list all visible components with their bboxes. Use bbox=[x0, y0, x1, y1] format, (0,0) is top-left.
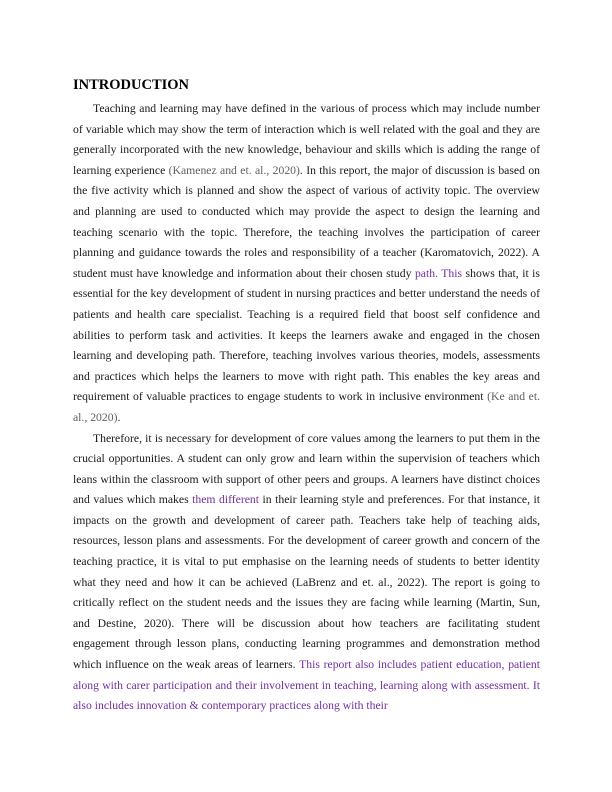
paragraph-2 bbox=[73, 429, 540, 717]
citation: (Kamenez and et. al., 2020) bbox=[168, 163, 300, 177]
paragraph-1 bbox=[73, 99, 540, 429]
section-heading: INTRODUCTION bbox=[73, 77, 190, 93]
text-segment: in their learning style and preferences. For that instance, it impacts on the growth and development of career path. Teachers take help of teaching aids, resources, lesson plans and assessments. For the development of career growth and concern of the teaching practice, it is vital to put emphasise on the learning needs of students to better identity what they need and how it can be achieved (LaBrenz and et. al., 2022). The report is going to critically reflect on the student needs and the issues they are facing while learning (Martin, Sun, and Destine, 2020). There will be discussion about how teachers are facilitating student engagement through lesson plans, conducting learning programmes and demonstration method which influence on the weak areas of learners. bbox=[73, 493, 540, 672]
citation: (Ke and et. al., 2020) bbox=[73, 390, 540, 424]
highlighted-text: This report also includes patient education, patient along with carer participation and their involvement in teaching, learning along with assessment. It also includes innovation & contemporary practices along with their bbox=[73, 658, 541, 713]
body-text bbox=[73, 99, 540, 717]
text-segment: Teaching and learning may have defined in the various of process which may include number of variable which may show the term of interaction which is well related with the goal and they are generally incorporated with the new knowledge, behaviour and skills which is adding the range of learning experience bbox=[73, 102, 540, 177]
text-segment: shows that, it is essential for the key development of student in nursing practices and better understand the needs of patients and health care specialist. Teaching is a required field that boost self confidence and abilities to perform task and activities. It keeps the learners awake and engaged in the chosen learning and developing path. Therefore, teaching involves various theories, models, assessments and practices which helps the learners to move with right path. This enables the key areas and requirement of valuable practices to engage students to work in inclusive environment bbox=[73, 266, 540, 404]
text-segment: Therefore, it is necessary for development of core values among the learners to put them in the crucial opportunities. A student can only grow and learn within the supervision of teachers which leans within the classroom with support of other peers and groups. A learners have distinct choices and values which makes bbox=[73, 431, 540, 507]
highlighted-text: them different bbox=[192, 493, 260, 507]
highlighted-text: path. This bbox=[414, 266, 463, 280]
text-segment: . bbox=[117, 410, 121, 424]
text-segment: . In this report, the major of discussion is based on the five activity which is planned and show the aspect of various of activity topic. The overview and planning are used to conducted which may provide the aspect to design the learning and teaching scenario with the topic. Therefore, the teaching involves the participation of career planning and guidance towards the roles and responsibility of a teacher (Karomatovich, 2022). A student must have knowledge and information about their chosen study bbox=[73, 163, 541, 280]
